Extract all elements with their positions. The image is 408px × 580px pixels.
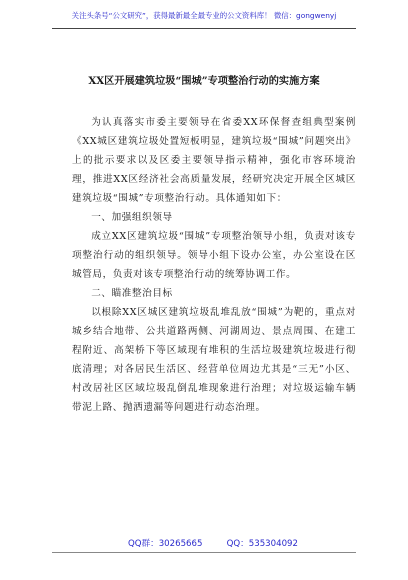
- header-promo: 关注头条号“公文研究”，获得最新最全最专业的公文资料库！ 微信：gongwenyj: [71, 11, 337, 20]
- section-text-1: 成立XX区建筑垃圾“围城”专项整治领导小组，负责对该专项整治行动的组织领导。领导小组下设办公室，办公室设在区城管局，负责对该专项整治行动的统筹协调工作。: [72, 231, 356, 280]
- footer-qq-group: QQ群：30265665: [128, 539, 203, 549]
- intro-paragraph: 为认真落实市委主要领导在省委XX环保督查组典型案例《XX城区建筑垃圾处置短板明显，建筑垃圾“围城”问题突出》上的批示要求以及区委主要领导指示精神，强化市容环境治理，推进XX区经济社会高质量发展，经研究决定开展全区城区建筑垃圾“围城”专项整治行动。具体通知如下：: [72, 117, 356, 204]
- document-body: [72, 113, 356, 417]
- footer-contacts: [128, 537, 298, 549]
- section-heading-2: 二、瞄准整治目标: [91, 288, 173, 299]
- footer-divider: [52, 552, 356, 553]
- footer-qq: QQ：535304092: [226, 539, 298, 549]
- section-text-2: 以根除XX区城区建筑垃圾乱堆乱放“围城”为靶的，重点对城乡结合地带、公共道路两侧、河湖周边、景点周围、在建工程附近、高架桥下等区域现有堆积的生活垃圾建筑垃圾进行彻底清理；对各居民生活区、经营单位周边尤其是“三无”小区、村改居社区区域垃圾乱倒乱堆现象进行治理；对垃圾运输车辆带泥上路、抛洒遗漏等问题进行动态治理。: [72, 307, 356, 413]
- section-heading-1: 一、加强组织领导: [91, 212, 173, 223]
- document-title: XX区开展建筑垃圾“围城”专项整治行动的实施方案: [88, 75, 320, 87]
- header-divider: [52, 28, 356, 29]
